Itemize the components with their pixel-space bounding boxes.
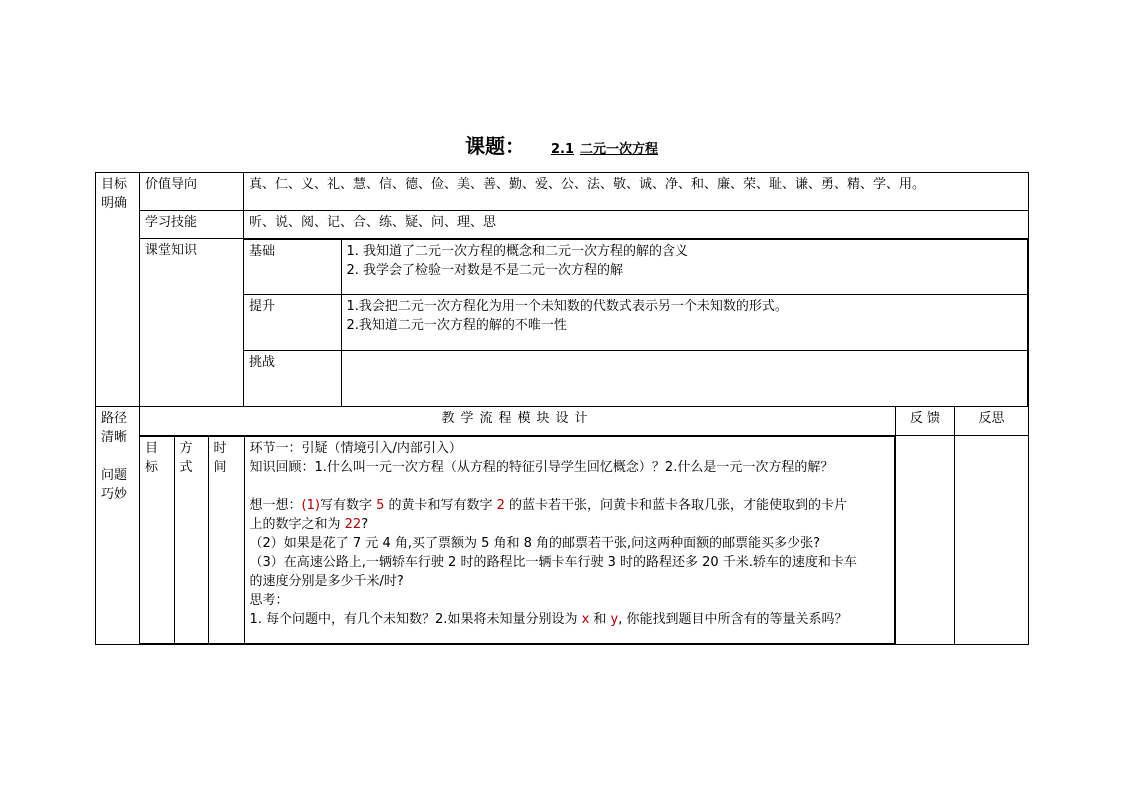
challenge-text	[341, 351, 1028, 406]
advance-item: 1.我会把二元一次方程化为用一个未知数的代数式表示另一个未知数的形式。	[346, 299, 788, 314]
goal-column-header: 目 标	[140, 436, 174, 643]
lesson-plan-table	[95, 172, 1029, 645]
advance-list	[341, 295, 1028, 351]
design-header: 教学流程模块设计	[140, 406, 896, 435]
challenge-label: 挑战	[244, 351, 341, 406]
method-column-header: 方 式	[174, 436, 208, 643]
feedback-header: 反 馈	[896, 406, 955, 435]
question-1-cont: 上的数字之和为 22?	[249, 516, 369, 532]
think-label: 思考：	[249, 592, 289, 608]
feedback-cell	[896, 435, 955, 644]
process-content	[244, 436, 895, 643]
path-section-label: 路径 清晰 问题 巧妙	[96, 406, 140, 644]
basic-list	[341, 240, 1028, 295]
advance-label: 提升	[244, 295, 341, 351]
question-2: （2）如果是花了 7 元 4 角,买了票额为 5 角和 8 角的邮票若干张,问这两种面额的邮票能买多少张?	[249, 535, 821, 551]
question-1: 想一想：(1)写有数字 5 的黄卡和写有数字 2 的蓝卡若干张，问黄卡和蓝卡各取几张，才能使取到的卡片	[249, 497, 848, 513]
value-label: 价值导向	[140, 173, 244, 211]
value-text: 真、仁、义、礼、慧、信、德、俭、美、善、勤、爱、公、法、敬、诚、净、和、廉、荣、耻、谦、勇、精、学、用。	[244, 173, 1029, 211]
title-name: 二元一次方程	[580, 142, 659, 157]
goals-section-label: 目标 明确	[96, 173, 140, 407]
question-3-cont: 的速度分别是多少千米/时?	[249, 573, 404, 589]
lesson-title	[0, 130, 1123, 159]
skills-label: 学习技能	[140, 211, 244, 239]
knowledge-review: 知识回顾：1.什么叫一元一次方程（从方程的特征引导学生回忆概念）？2.什么是一元一次方程的解？	[249, 459, 834, 475]
step-one: 环节一：引疑（情境引入/内部引入）	[249, 440, 462, 456]
time-column-header: 时 间	[208, 436, 244, 643]
title-prefix: 课题：	[464, 134, 525, 158]
skills-text: 听、说、阅、记、合、练、疑、问、理、思	[244, 211, 1029, 239]
process-block	[140, 435, 896, 644]
title-number: 2.1	[550, 142, 574, 157]
question-3: （3）在高速公路上,一辆轿车行驶 2 时的路程比一辆卡车行驶 3 时的路程还多 20 千米.轿车的速度和卡车	[249, 554, 857, 570]
advance-item: 2.我知道二元一次方程的解的不唯一性	[346, 318, 567, 333]
basic-item: 1. 我知道了二元一次方程的概念和二元一次方程的解的含义	[346, 244, 689, 259]
basic-item: 2. 我学会了检验一对数是不是二元一次方程的解	[346, 263, 624, 278]
think-question: 1. 每个问题中，有几个未知数？2.如果将未知量分别设为 x 和 y, 你能找到题目中所含有的等量关系吗？	[249, 611, 848, 627]
reflection-cell	[955, 435, 1029, 644]
basic-label: 基础	[244, 240, 341, 295]
reflection-header: 反思	[955, 406, 1029, 435]
knowledge-block	[244, 239, 1029, 407]
knowledge-label: 课堂知识	[140, 239, 244, 407]
